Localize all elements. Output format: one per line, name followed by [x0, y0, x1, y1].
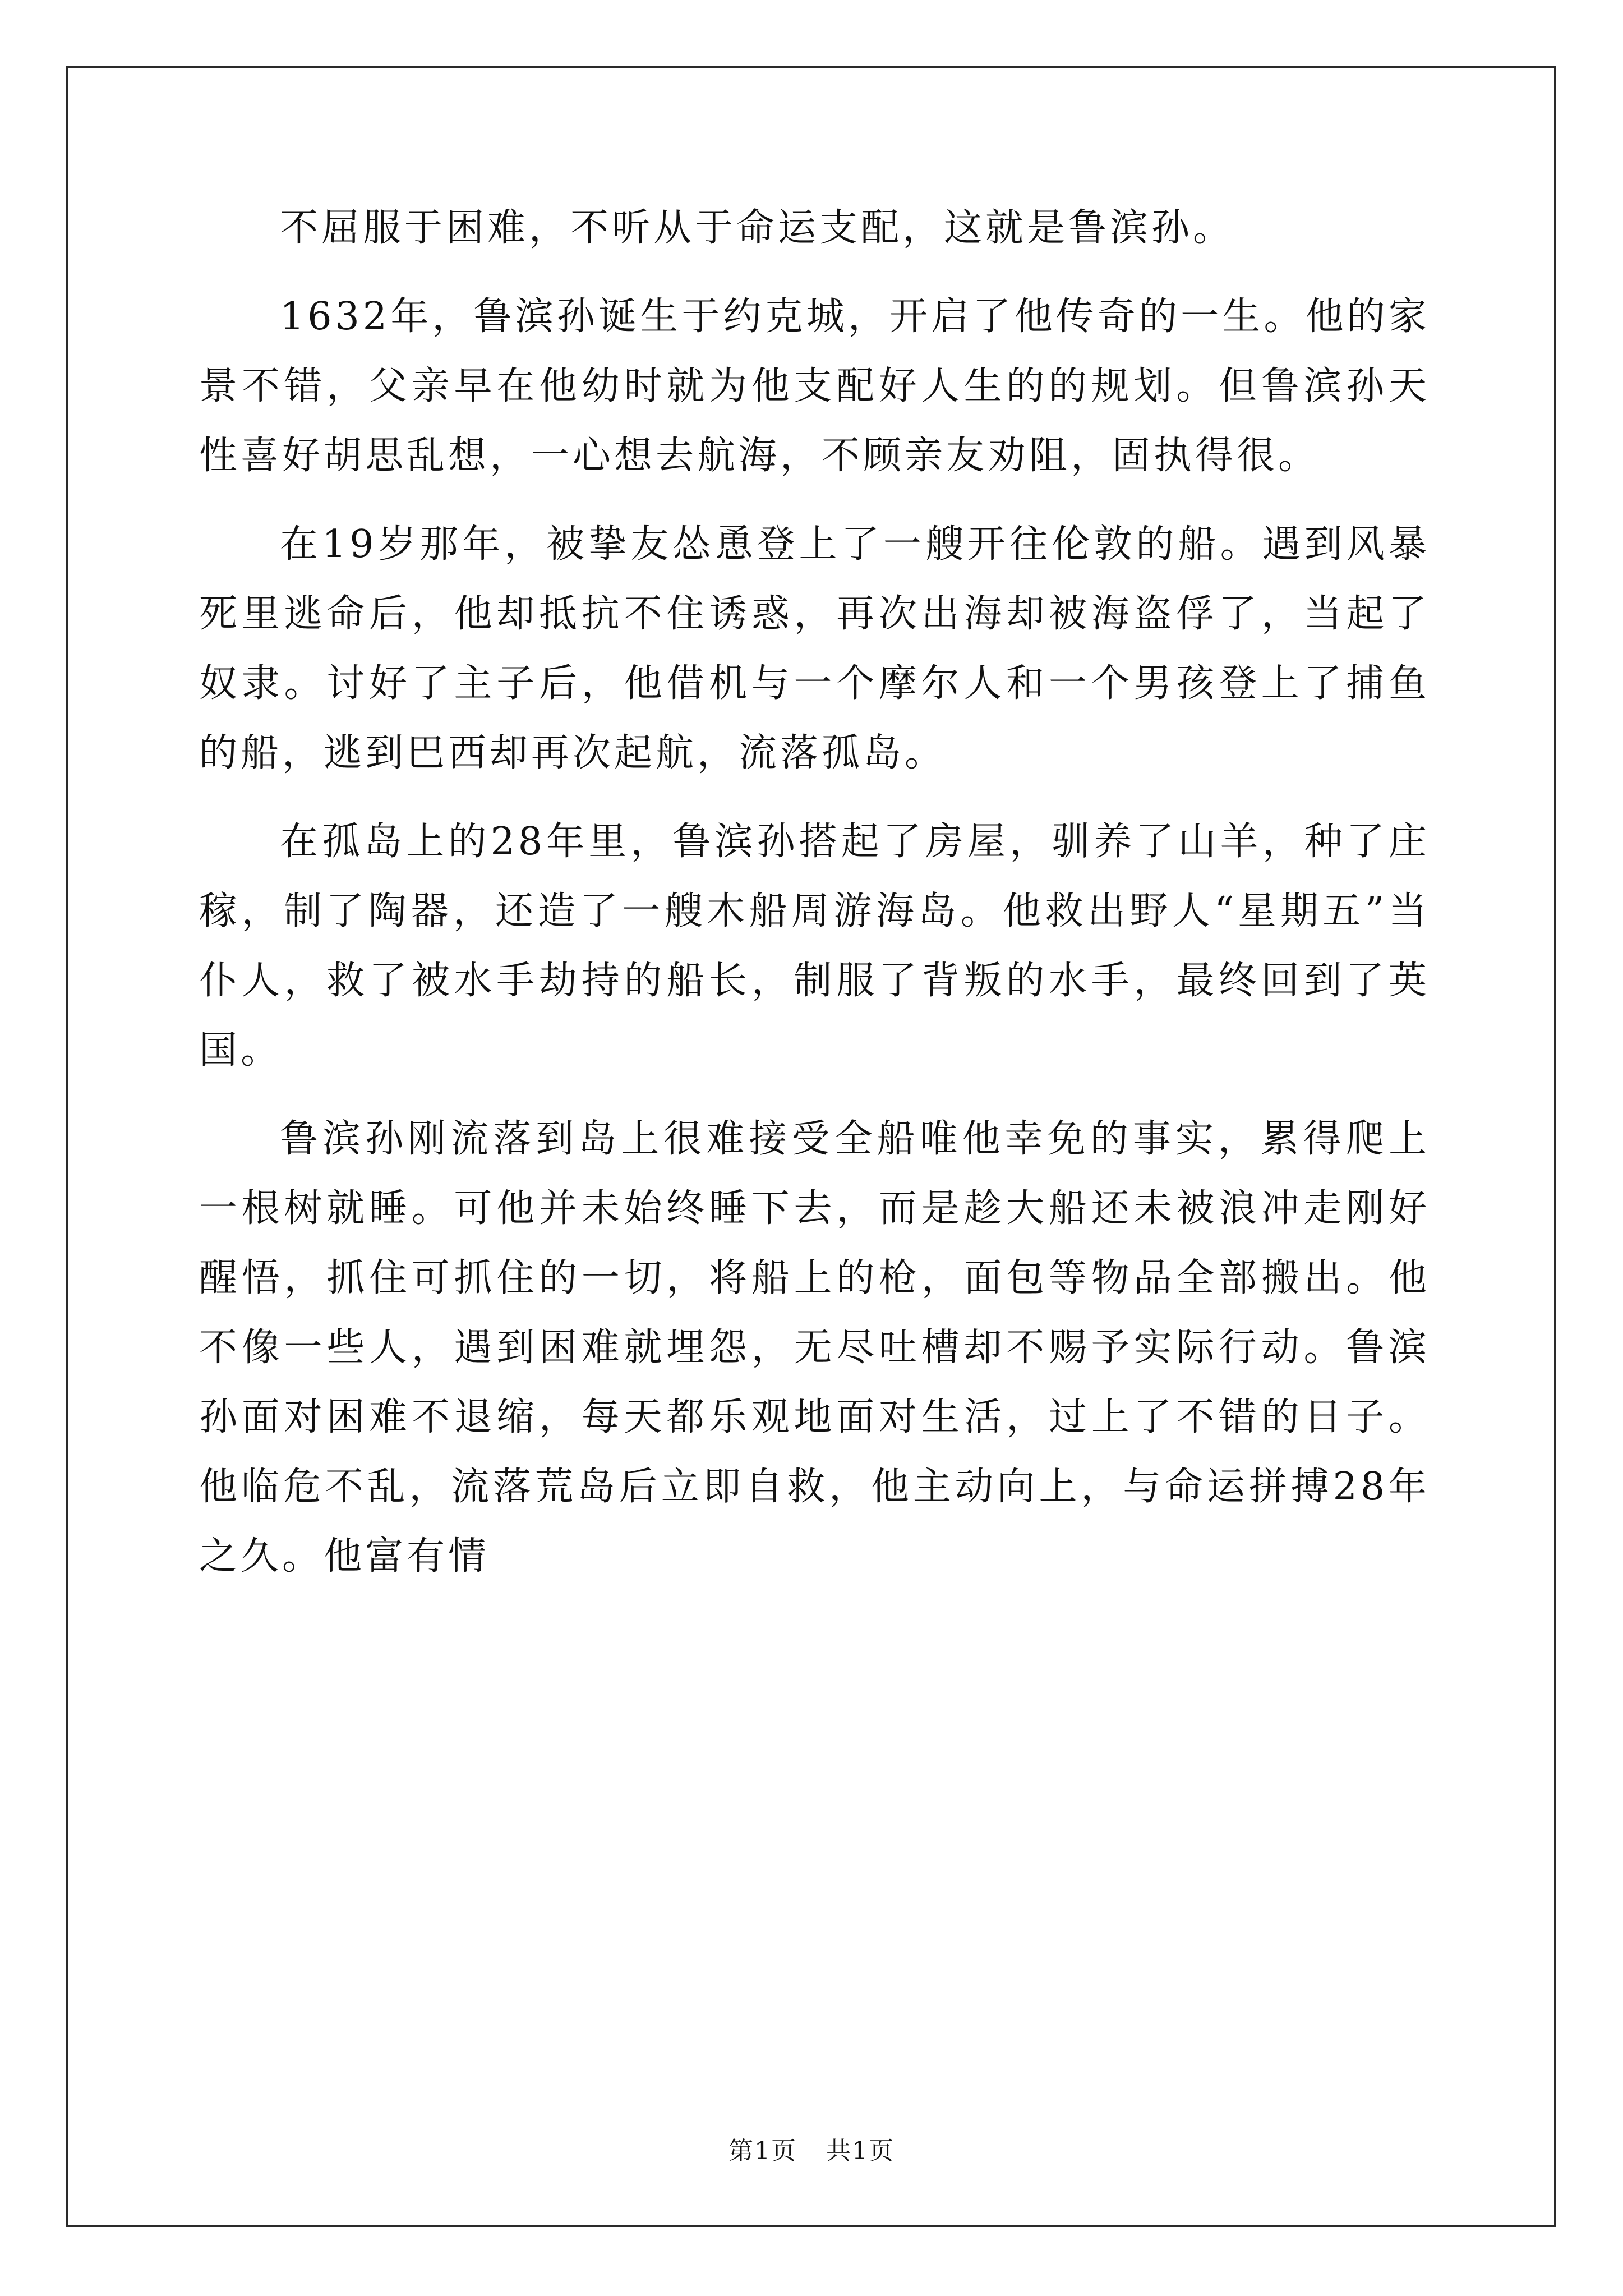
page-number-total: 共1页 [826, 2137, 895, 2165]
paragraph-5: 鲁滨孙刚流落到岛上很难接受全船唯他幸免的事实，累得爬上一根树就睡。可他并未始终睡下去，而是趁大船还未被浪冲走刚好醒悟，抓住可抓住的一切，将船上的枪，面包等物品全部搬出。他不像一些人，遇到困难就埋怨，无尽吐槽却不赐予实际行动。鲁滨孙面对困难不退缩，每天都乐观地面对生活，过上了不错的日子。他临危不乱，流落荒岛后立即自救，他主动向上，与命运拼搏28年之久。他富有情 [199, 1117, 1430, 1579]
paragraph-3: 在19岁那年，被挚友怂恿登上了一艘开往伦敦的船。遇到风暴死里逃命后，他却抵抗不住诱惑，再次出海却被海盗俘了，当起了奴隶。讨好了主子后，他借机与一个摩尔人和一个男孩登上了捕鱼的船，逃到巴西却再次起航，流落孤岛。 [199, 522, 1430, 775]
paragraph-4: 在孤岛上的28年里，鲁滨孙搭起了房屋，驯养了山羊，种了庄稼，制了陶器，还造了一艘木船周游海岛。他救出野人“星期五”当仆人，救了被水手劫持的船长，制服了背叛的水手，最终回到了英国。 [199, 820, 1430, 1073]
paragraph-2: 1632年，鲁滨孙诞生于约克城，开启了他传奇的一生。他的家景不错，父亲早在他幼时就为他支配好人生的的规划。但鲁滨孙天性喜好胡思乱想，一心想去航海，不顾亲友劝阻，固执得很。 [199, 295, 1430, 478]
page-footer [0, 2134, 1623, 2168]
page-number-current: 第1页 [728, 2137, 797, 2165]
paragraph-1: 不屈服于困难，不听从于命运支配，这就是鲁滨孙。 [280, 206, 1235, 250]
document-body [199, 194, 1430, 1611]
